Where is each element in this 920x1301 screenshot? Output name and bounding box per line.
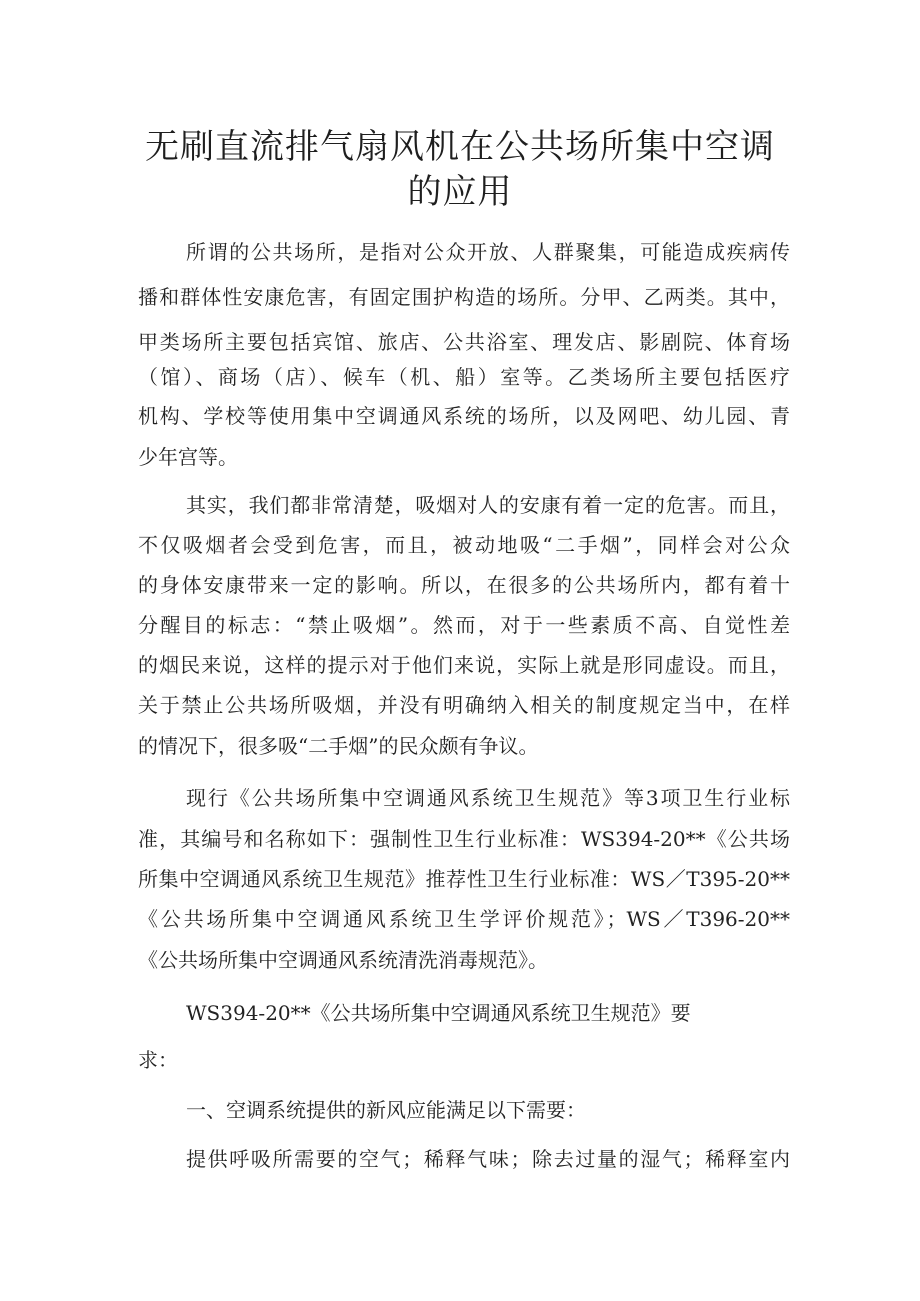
- paragraph-2-line: 的烟民来说，这样的提示对于他们来说，实际上就是形同虚设。而且，: [138, 653, 790, 677]
- paragraph-1-line: 所谓的公共场所，是指对公众开放、人群聚集，可能造成疾病传: [186, 240, 790, 264]
- paragraph-2-line: 关于禁止公共场所吸烟，并没有明确纳入相关的制度规定当中，在样: [138, 693, 790, 717]
- paragraph-2-line: 的身体安康带来一定的影响。所以，在很多的公共场所内，都有着十: [138, 573, 790, 597]
- document-title-line-1: 无刷直流排气扇风机在公共场所集中空调: [145, 127, 775, 167]
- paragraph-6-line: 提供呼吸所需要的空气；稀释气味；除去过量的湿气；稀释室内: [186, 1147, 790, 1171]
- paragraph-4-line: 求：: [138, 1048, 178, 1072]
- section-heading-1: 一、空调系统提供的新风应能满足以下需要：: [186, 1098, 586, 1122]
- paragraph-1-line: 少年宫等。: [138, 445, 238, 469]
- paragraph-2-line: 不仅吸烟者会受到危害，而且，被动地吸“二手烟”，同样会对公众: [138, 533, 790, 557]
- paragraph-1-line: 机构、学校等使用集中空调通风系统的场所，以及网吧、幼儿园、青: [138, 404, 790, 428]
- paragraph-4-line: WS394-20**《公共场所集中空调通风系统卫生规范》要: [186, 1001, 691, 1025]
- paragraph-3-line: 现行《公共场所集中空调通风系统卫生规范》等3项卫生行业标: [186, 786, 790, 810]
- paragraph-3-line: 所集中空调通风系统卫生规范》推荐性卫生行业标准：WS／T395-20**: [138, 867, 790, 891]
- paragraph-1-line: 甲类场所主要包括宾馆、旅店、公共浴室、理发店、影剧院、体育场: [138, 330, 790, 354]
- paragraph-2-line: 的情况下，很多吸“二手烟”的民众颇有争议。: [138, 734, 539, 758]
- document-title-line-2: 的应用: [407, 172, 513, 212]
- paragraph-1-line: （馆）、商场（店）、候车（机、船）室等。乙类场所主要包括医疗: [138, 365, 790, 389]
- paragraph-2-line: 其实，我们都非常清楚，吸烟对人的安康有着一定的危害。而且，: [186, 493, 790, 517]
- paragraph-3-line: 准，其编号和名称如下：强制性卫生行业标准：WS394-20**《公共场: [138, 827, 790, 851]
- paragraph-1-line: 播和群体性安康危害，有固定围护构造的场所。分甲、乙两类。其中，: [138, 285, 790, 309]
- paragraph-3-line: 《公共场所集中空调通风系统卫生学评价规范》；WS／T396-20**: [138, 907, 790, 931]
- paragraph-3-line: 《公共场所集中空调通风系统清洗消毒规范》。: [138, 948, 548, 972]
- paragraph-2-line: 分醒目的标志：“禁止吸烟”。然而，对于一些素质不高、自觉性差: [138, 613, 790, 637]
